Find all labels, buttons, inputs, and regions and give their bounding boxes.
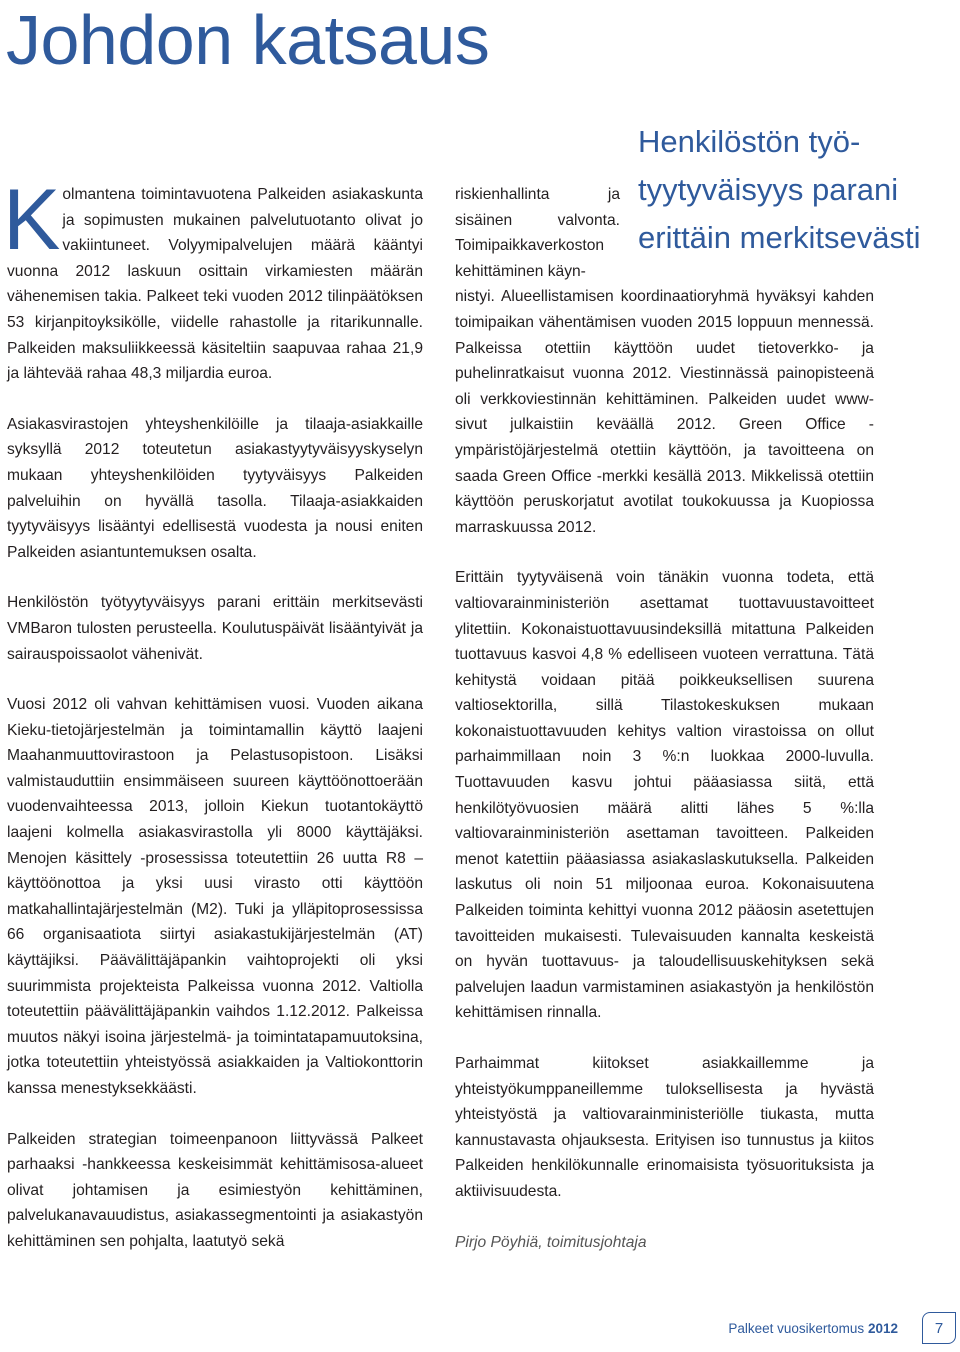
right-column xyxy=(455,182,874,1255)
continuation-text: nistyi. Alueellistamisen koordinaatioryhmä hyväksyi kahden toimipaikan vähentämisen vuoden 2015 loppuun mennessä. Palkeissa otettiin käyttöön uudet tietoverkko- ja puhelinratkaisut vuonna 2012. Viestinnässä painopisteenä oli verkkoviestinnän kehittäminen. Palkeiden uudet www-sivut julkaistiin keväällä 2012. Green Office -ympäristöjärjestelmä otettiin käyttöön, ja tavoitteena on saada Green Office -merkki kesällä 2013. Mikkelissä otettiin käyttöön peruskorjatut avotilat toukokuussa ja Kuopiossa marraskuussa 2012. xyxy=(455,288,874,536)
continuation-narrow-text: riskienhallinta ja sisäinen valvonta. Toimipaikkaverkoston kehittäminen käyn- xyxy=(455,186,620,280)
page-title: Johdon katsaus xyxy=(6,1,490,79)
paragraph-staff-satisfaction: Henkilöstön työtyytyväisyys parani erittäin merkitsevästi VMBaron tulosten perusteella. Koulutuspäivät lisääntyivät ja sairauspoissaolot vähenivät. xyxy=(7,594,423,663)
intro-paragraph xyxy=(3,172,423,387)
paragraph-continuation xyxy=(455,182,874,540)
footer-publication xyxy=(728,1321,898,1336)
footer-year: 2012 xyxy=(867,1321,898,1336)
pullquote-line-3: erittäin merkitsevästi xyxy=(638,220,921,255)
paragraph-thanks: Parhaimmat kiitokset asiakkaillemme ja yhteistyökumppaneillemme tuloksellisesta ja hyvästä yhteistyöstä ja valtiovarainministeriölle tiukasta, mutta kannustavasta ohjauksesta. Erityisen iso tunnustus ja kiitos Palkeiden henkilökunnalle erinomaisista työsuorituksista ja aktiivisuudesta. xyxy=(455,1055,874,1200)
intro-text: olmantena toimintavuotena Palkeiden asiakaskunta ja sopimusten mukainen palvelutuotanto olivat jo vakiintuneet. Volyymipalvelujen määrä kääntyi vuonna 2012 laskuun osittain virkamiesten määrän vähenemisen takia. Palkeet teki vuoden 2012 tilinpäätöksen 53 kirjanpitoyksikölle, viidelle rahastolle ja ritarikunnalle. Palkeiden maksuliikkeessä käsiteltiin saapuvaa rahaa 21,9 ja lähtevää rahaa 48,3 miljardia euroa. xyxy=(7,186,423,383)
paragraph-development-year: Vuosi 2012 oli vahvan kehittämisen vuosi. Vuoden aikana Kieku-tietojärjestelmän ja toimintamallin käyttö laajeni Maahanmuuttovirastoon ja Pelastusopistoon. Lisäksi valmistauduttiin ensimmäiseen suureen käyttöönottoerään vuodenvaihteessa 2013, jolloin Kiekun tuotantokäyttö laajeni kolmella asiakasvirastolla yli 8000 käyttäjäksi. Menojen käsittely -prosessissa toteutettiin 26 uutta R8 –käyttöönottoa ja yksi uusi virasto otti käyttöön matkahallintajärjestelmän (M2). Tuki ja ylläpitoprosessissa 66 organisaatiota siirtyi asiakastukijärjestelmän (AT) käyttäjiksi. Päävälittäjäpankin vaihtoprojekti oli yksi suurimmista projekteista Palkeissa vuonna 2012. Valtiolla toteutettiin päävälittäjäpankin vaihdos 1.12.2012. Palkeissa muutos näkyi isoina järjestelmä- ja toimintatapamuutoksina, jotka toteutettiin yhteistyössä asiakkaiden ja Valtiokonttorin kanssa menestyksekkäästi. xyxy=(7,696,423,1097)
paragraph-strategy: Palkeiden strategian toimeenpanoon liittyvässä Palkeet parhaaksi -hankkeessa keskeisimmät kehittämisosa-alueet olivat johtamisen ja esimiestyön kehittäminen, palvelukanavauudistus, asiakassegmentointi ja asiakastyön kehittäminen sen pohjalta, laatutyö sekä xyxy=(7,1130,423,1250)
paragraph-productivity: Erittäin tyytyväisenä voin tänäkin vuonna todeta, että valtiovarainministeriön asettamat tuottavuustavoitteet ylitettiin. Kokonaistuottavuusindeksillä mitattuna Palkeiden tuottavuus kasvoi 4,8 % edelliseen vuoteen verrattuna. Tätä kehitystä voidaan pitää poikkeuksellisen suurena valtiosektorilla, sillä Tilastokeskuksen mukaan kokonaistuottavuuden kehitys valtion virastoissa on ollut parhaimmillaan noin 3 %:n luokkaa 2000-luvulla. Tuottavuuden kasvu johtui pääasiassa siitä, että henkilötyövuosien määrä alitti lähes 5 %:lla valtiovarainministeriön asettaman tavoitteen. Palkeiden menot katettiin pääasiassa asiakaslaskutuksella. Palkeiden laskutus oli noin 51 miljoonaa euroa. Kokonaisuutena Palkeiden toiminta kehittyi vuonna 2012 pääosin asetettujen tavoitteiden mukaisesti. Tulevaisuuden kannalta keskeistä on hyvän tuottavuus- ja taloudellisuuskehityksen sekä palvelujen laadun varmistaminen asiakastyön ja henkilöstön kehittämisen rinnalla. xyxy=(455,569,874,1022)
signature: Pirjo Pöyhiä, toimitusjohtaja xyxy=(455,1233,647,1251)
left-column xyxy=(3,172,423,1255)
footer-publication-name: Palkeet vuosikertomus xyxy=(728,1321,865,1336)
page-number: 7 xyxy=(922,1312,956,1344)
drop-cap: K xyxy=(3,172,61,268)
pullquote-line-1: Henkilöstön työ- xyxy=(638,124,861,159)
pullquote-line-2: tyytyväisyys parani xyxy=(638,172,899,207)
paragraph-customer-survey: Asiakasvirastojen yhteyshenkilöille ja tilaaja-asiakkaille syksyllä 2012 toteutetun asiakastyytyväisyyskyselyn mukaan yhteyshenkilöiden tyytyväisyys Palkeiden palveluihin on hyvällä tasolla. Tilaaja-asiakkaiden tyytyväisyys lisääntyi edellisestä vuodesta ja nousi eniten Palkeiden asiantuntemuksen osalta. xyxy=(7,415,423,561)
